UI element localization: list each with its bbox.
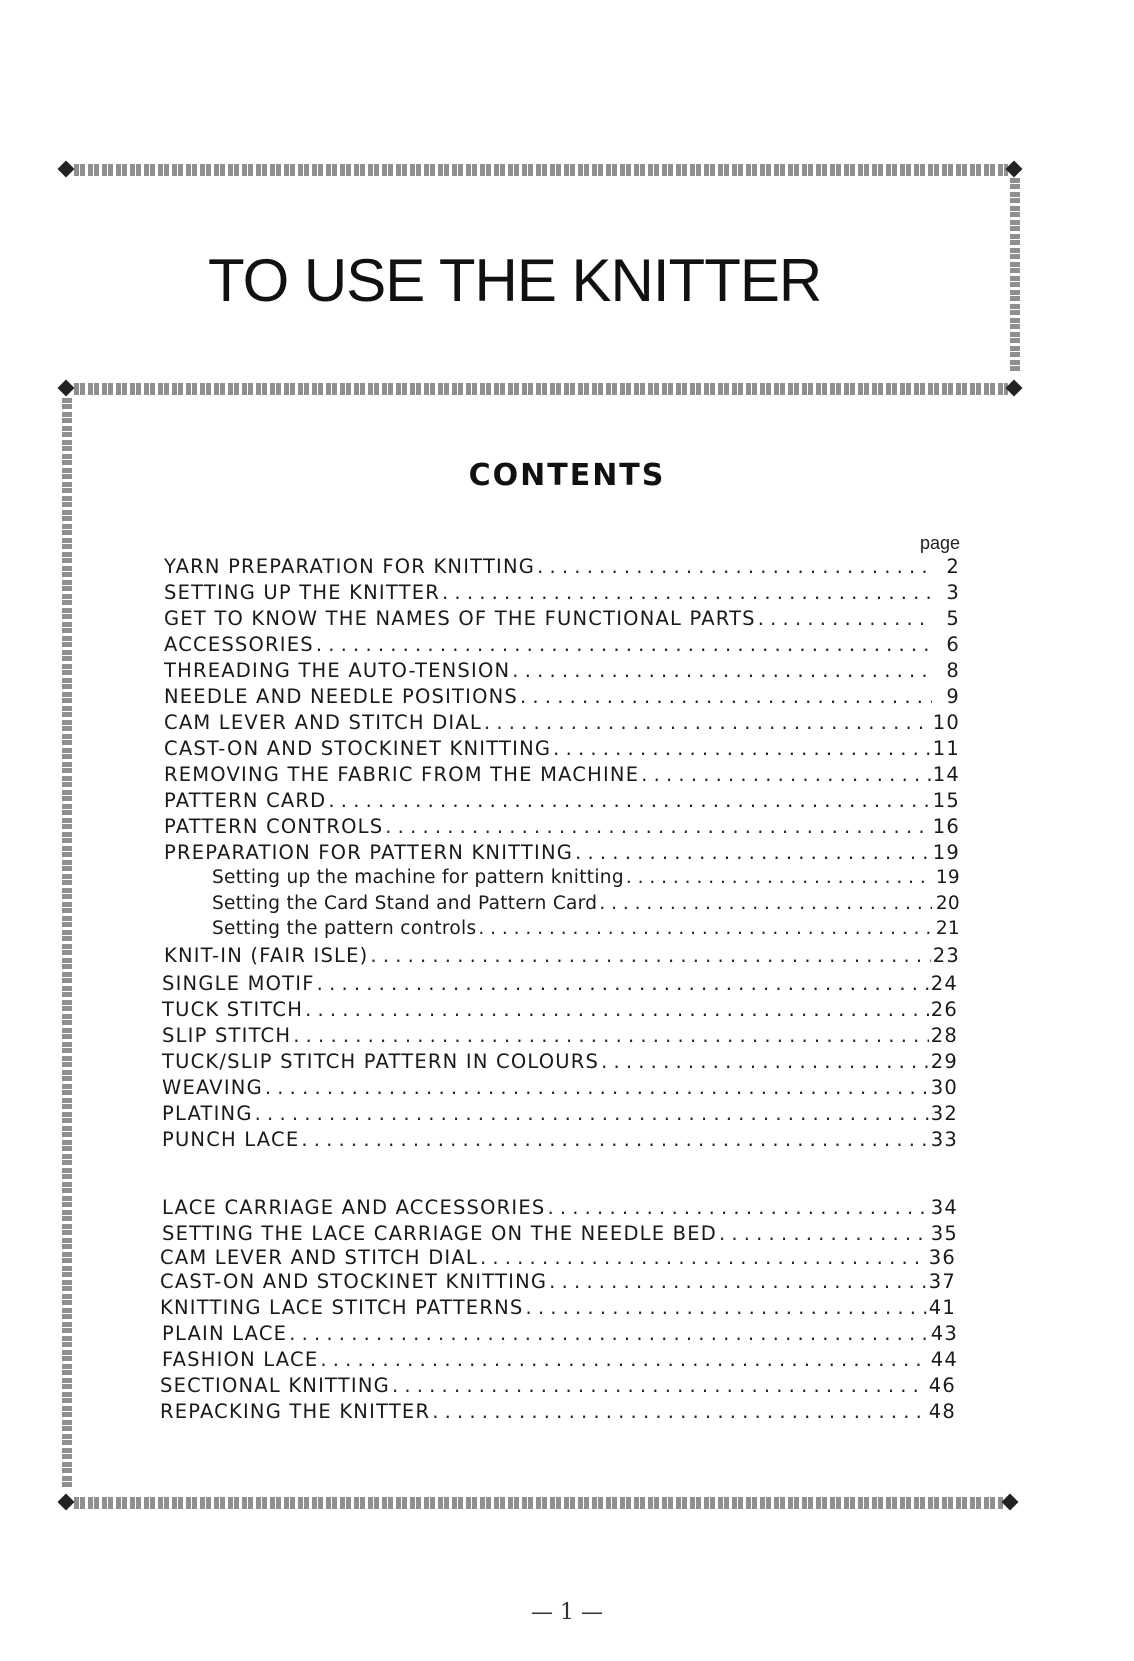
toc-entry-title: Setting up the machine for pattern knitting <box>212 867 624 888</box>
contents-box-bottom-border <box>74 1497 1004 1509</box>
toc-dot-leader <box>289 1322 929 1345</box>
toc-dot-leader <box>575 841 931 864</box>
toc-dot-leader <box>328 789 930 812</box>
toc-dot-leader <box>512 659 932 682</box>
page-number: — 1 — <box>531 1600 603 1625</box>
toc-entry <box>160 1400 956 1424</box>
toc-dot-leader <box>432 1400 927 1423</box>
toc-entry-title: WEAVING <box>162 1076 263 1099</box>
toc-entry-page: 10 <box>932 711 960 734</box>
title-box-bottom-border <box>74 383 1008 395</box>
toc-entry <box>164 581 960 605</box>
toc-dot-leader <box>547 1196 928 1219</box>
toc-entry-title: PLATING <box>162 1102 253 1125</box>
toc-subentry <box>212 867 960 891</box>
toc-entry <box>160 1246 956 1270</box>
toc-dot-leader <box>305 998 929 1021</box>
toc-entry-page: 43 <box>930 1322 958 1345</box>
toc-entry-title: CAST-ON AND STOCKINET KNITTING <box>160 1270 548 1293</box>
toc-entry-page: 48 <box>928 1400 956 1423</box>
toc-entry-title: SETTING UP THE KNITTER <box>164 581 441 604</box>
toc-entry <box>162 1050 958 1074</box>
toc-entry-title: SECTIONAL KNITTING <box>160 1374 390 1397</box>
toc-entry <box>162 1024 958 1048</box>
border-corner-ornament <box>58 1494 75 1511</box>
toc-entry-page: 44 <box>930 1348 958 1371</box>
toc-entry-title: KNITTING LACE STITCH PATTERNS <box>160 1296 524 1319</box>
toc-entry-page: 24 <box>930 972 958 995</box>
toc-entry-page: 21 <box>935 918 960 939</box>
toc-entry-page: 34 <box>930 1196 958 1219</box>
toc-entry-page: 30 <box>930 1076 958 1099</box>
contents-heading: CONTENTS <box>468 458 666 493</box>
toc-dot-leader <box>392 1374 927 1397</box>
toc-entry-title: GET TO KNOW THE NAMES OF THE FUNCTIONAL PARTS <box>164 607 756 630</box>
toc-dot-leader <box>480 1246 927 1269</box>
toc-entry-page: 20 <box>935 893 960 914</box>
toc-entry <box>162 1348 958 1372</box>
toc-entry-page: 5 <box>946 607 960 630</box>
toc-dot-leader <box>484 711 931 734</box>
toc-entry-title: PATTERN CONTROLS <box>164 815 384 838</box>
toc-entry-title: SLIP STITCH <box>162 1024 292 1047</box>
toc-entry <box>164 685 960 709</box>
toc-subentry <box>212 893 960 917</box>
toc-entry-page: 3 <box>946 581 960 604</box>
border-corner-ornament <box>1006 161 1023 178</box>
toc-entry <box>164 711 960 735</box>
toc-dot-leader <box>626 867 932 888</box>
toc-entry <box>162 1222 958 1246</box>
toc-dot-leader <box>301 1128 928 1151</box>
toc-entry-title: SINGLE MOTIF <box>162 972 315 995</box>
toc-entry-title: FASHION LACE <box>162 1348 319 1371</box>
toc-dot-leader <box>478 918 932 939</box>
toc-entry <box>164 815 960 839</box>
toc-entry <box>164 763 960 787</box>
toc-entry <box>162 1196 958 1220</box>
toc-entry-page: 46 <box>928 1374 956 1397</box>
toc-entry-title: NEEDLE AND NEEDLE POSITIONS <box>164 685 519 708</box>
toc-entry <box>164 789 960 813</box>
toc-entry <box>164 841 960 865</box>
title-box-right-border <box>1010 178 1020 374</box>
toc-entry-page: 41 <box>928 1296 956 1319</box>
toc-entry-title: CAST-ON AND STOCKINET KNITTING <box>164 737 552 760</box>
toc-entry <box>164 633 960 657</box>
toc-dot-leader <box>599 893 932 914</box>
toc-dot-leader <box>525 1296 926 1319</box>
toc-dot-leader <box>758 607 932 630</box>
toc-entry <box>162 998 958 1022</box>
toc-entry-title: REMOVING THE FABRIC FROM THE MACHINE <box>164 763 640 786</box>
toc-entry <box>162 1076 958 1100</box>
toc-entry-title: SETTING THE LACE CARRIAGE ON THE NEEDLE BED <box>162 1222 717 1245</box>
page-title: TO USE THE KNITTER <box>208 247 822 314</box>
toc-entry-page: 11 <box>932 737 960 760</box>
toc-entry-title: THREADING THE AUTO-TENSION <box>164 659 511 682</box>
toc-entry <box>164 737 960 761</box>
toc-entry-page: 26 <box>930 998 958 1021</box>
toc-entry-page: 19 <box>935 867 960 888</box>
toc-entry-title: Setting the pattern controls <box>212 918 477 939</box>
toc-dot-leader <box>520 685 932 708</box>
toc-dot-leader <box>316 633 932 656</box>
toc-entry-title: LACE CARRIAGE AND ACCESSORIES <box>162 1196 546 1219</box>
toc-entry-page: 36 <box>928 1246 956 1269</box>
toc-entry <box>160 1296 956 1320</box>
toc-entry-page: 8 <box>946 659 960 682</box>
toc-dot-leader <box>293 1024 929 1047</box>
toc-entry-page: 35 <box>930 1222 958 1245</box>
toc-dot-leader <box>537 555 932 578</box>
border-corner-ornament <box>1002 1494 1019 1511</box>
title-box-top-border <box>74 164 1008 176</box>
toc-dot-leader <box>549 1270 927 1293</box>
toc-dot-leader <box>255 1102 929 1125</box>
toc-entry-page: 9 <box>946 685 960 708</box>
toc-entry <box>162 972 958 996</box>
toc-entry-page: 33 <box>930 1128 958 1151</box>
toc-entry-title: CAM LEVER AND STITCH DIAL <box>160 1246 478 1269</box>
toc-entry <box>164 944 960 968</box>
toc-dot-leader <box>641 763 931 786</box>
contents-box-left-border <box>62 398 72 1488</box>
toc-entry-page: 37 <box>928 1270 956 1293</box>
toc-entry-title: PLAIN LACE <box>162 1322 288 1345</box>
toc-entry-title: Setting the Card Stand and Pattern Card <box>212 893 598 914</box>
toc-entry <box>164 659 960 683</box>
page-column-label: page <box>919 533 960 553</box>
toc-entry <box>160 1374 956 1398</box>
toc-entry-page: 2 <box>946 555 960 578</box>
toc-entry-page: 28 <box>930 1024 958 1047</box>
toc-entry-title: ACCESSORIES <box>164 633 314 656</box>
toc-entry <box>162 1128 958 1152</box>
toc-entry <box>162 1102 958 1126</box>
toc-entry-title: CAM LEVER AND STITCH DIAL <box>164 711 482 734</box>
toc-dot-leader <box>719 1222 929 1245</box>
toc-entry-title: YARN PREPARATION FOR KNITTING <box>164 555 536 578</box>
toc-dot-leader <box>317 972 929 995</box>
toc-entry-title: PREPARATION FOR PATTERN KNITTING <box>164 841 574 864</box>
toc-dot-leader <box>442 581 932 604</box>
toc-entry-page: 15 <box>932 789 960 812</box>
toc-entry <box>164 555 960 579</box>
toc-entry-page: 32 <box>930 1102 958 1125</box>
border-corner-ornament <box>58 380 75 397</box>
border-corner-ornament <box>58 161 75 178</box>
toc-entry-page: 23 <box>932 944 960 967</box>
toc-entry <box>164 607 960 631</box>
toc-entry-title: TUCK/SLIP STITCH PATTERN IN COLOURS <box>162 1050 600 1073</box>
toc-dot-leader <box>320 1348 928 1371</box>
toc-entry-page: 16 <box>932 815 960 838</box>
toc-entry-title: PUNCH LACE <box>162 1128 300 1151</box>
toc-entry-title: PATTERN CARD <box>164 789 327 812</box>
toc-entry-title: KNIT-IN (FAIR ISLE) <box>164 944 369 967</box>
toc-entry-title: REPACKING THE KNITTER <box>160 1400 431 1423</box>
toc-subentry <box>212 918 960 942</box>
toc-dot-leader <box>385 815 931 838</box>
toc-dot-leader <box>553 737 931 760</box>
toc-entry-page: 29 <box>930 1050 958 1073</box>
toc-entry-page: 19 <box>932 841 960 864</box>
toc-entry-page: 6 <box>946 633 960 656</box>
toc-dot-leader <box>370 944 930 967</box>
toc-entry <box>162 1322 958 1346</box>
toc-dot-leader <box>265 1076 929 1099</box>
toc-dot-leader <box>601 1050 929 1073</box>
border-corner-ornament <box>1006 380 1023 397</box>
toc-entry-title: TUCK STITCH <box>162 998 304 1021</box>
toc-entry <box>160 1270 956 1294</box>
toc-entry-page: 14 <box>932 763 960 786</box>
